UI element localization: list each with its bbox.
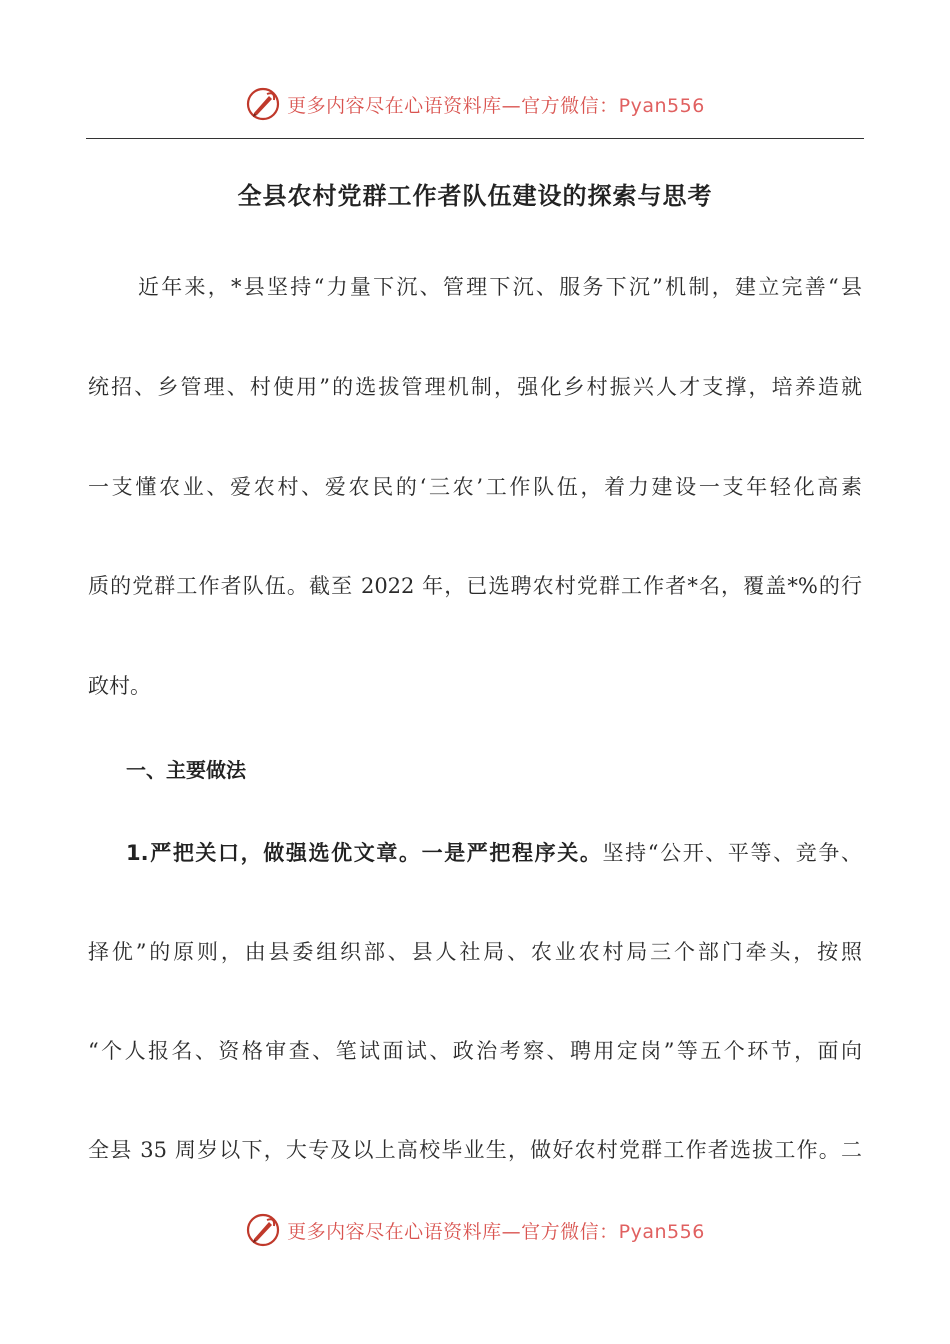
banner-text <box>287 91 705 118</box>
header-divider <box>86 138 864 139</box>
section-heading: 一、主要做法 <box>126 758 246 782</box>
banner-text <box>287 1217 705 1244</box>
banner-slogan: 更多内容尽在心语资料库—官方微信： <box>287 1220 619 1243</box>
item-first-line <box>126 838 862 868</box>
paragraph-line: 近年来，*县坚持“力量下沉、管理下沉、服务下沉”机制，建立完善“县 <box>138 275 862 299</box>
document-title: 全县农村党群工作者队伍建设的探索与思考 <box>237 182 713 210</box>
paragraph-line: 一支懂农业、爱农村、爱农民的‘三农’工作队伍，着力建设一支年轻化高素 <box>88 475 862 499</box>
paragraph-line: 统招、乡管理、村使用”的选拔管理机制，强化乡村振兴人才支撑，培养造就 <box>88 375 862 399</box>
banner-slogan: 更多内容尽在心语资料库—官方微信： <box>287 94 619 117</box>
item-lead-rest: 坚持“公开、平等、竞争、 <box>602 841 862 865</box>
pen-logo-icon <box>245 86 281 122</box>
paragraph-line: 质的党群工作者队伍。截至 2022 年，已选聘农村党群工作者*名，覆盖*%的行 <box>88 574 862 598</box>
pen-logo-icon <box>245 1212 281 1248</box>
banner-wechat-handle: Pyan556 <box>618 1220 705 1243</box>
paragraph-line: 全县 35 周岁以下，大专及以上高校毕业生，做好农村党群工作者选拔工作。二 <box>88 1138 862 1162</box>
header-banner <box>0 84 950 124</box>
item-lead-bold: 1.严把关口，做强选优文章。一是严把程序关。 <box>126 841 603 865</box>
paragraph-line: 政村。 <box>88 674 151 698</box>
footer-banner <box>0 1210 950 1250</box>
banner-wechat-handle: Pyan556 <box>618 94 705 117</box>
paragraph-line: “个人报名、资格审查、笔试面试、政治考察、聘用定岗”等五个环节，面向 <box>88 1039 862 1063</box>
paragraph-line: 择优”的原则，由县委组织部、县人社局、农业农村局三个部门牵头，按照 <box>88 940 862 964</box>
